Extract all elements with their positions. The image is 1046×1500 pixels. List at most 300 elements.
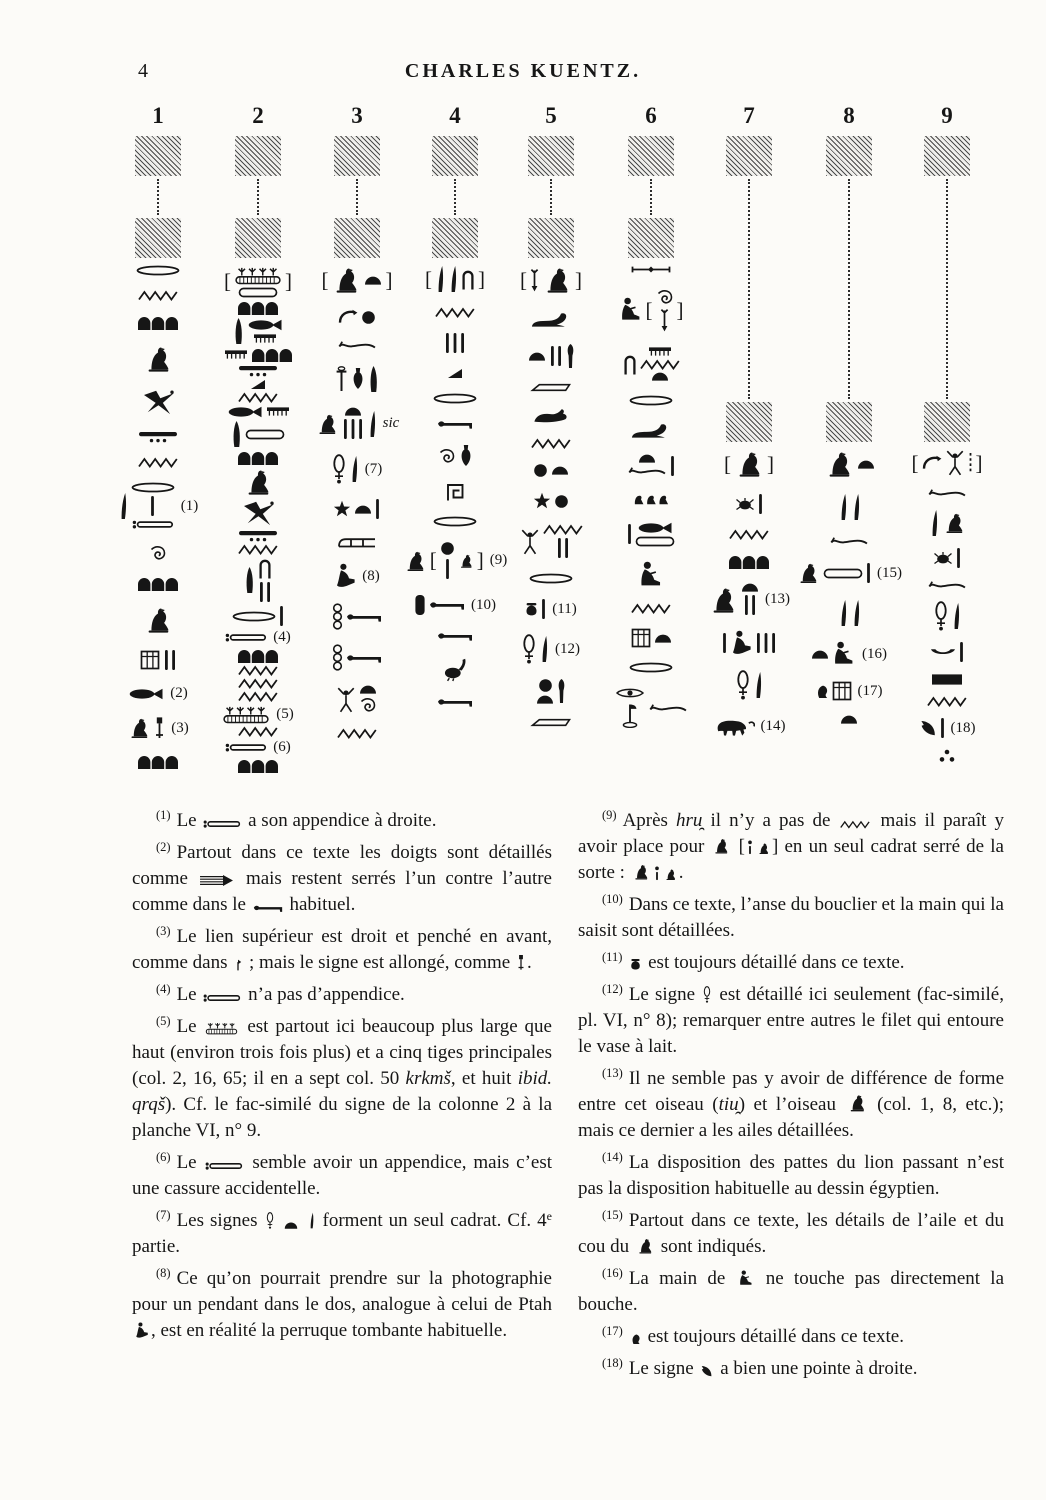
glyph-row	[619, 288, 684, 332]
footnote-number: (12)	[602, 982, 623, 996]
glyph-row	[627, 454, 675, 477]
star-glyph	[333, 500, 351, 518]
footnote-number: (10)	[602, 892, 623, 906]
page-number: 4	[138, 60, 148, 82]
knife-glyph	[851, 599, 861, 627]
falcon-glyph	[824, 449, 854, 479]
glyph-row	[811, 641, 887, 667]
glyph-row	[520, 524, 583, 559]
curve-sign-glyph	[700, 1365, 713, 1377]
glyph-row	[337, 728, 377, 739]
glyph-row	[237, 648, 279, 663]
tether-tall-glyph	[517, 954, 525, 971]
vase-glyph	[736, 670, 750, 700]
half-circle-glyph	[651, 372, 669, 381]
glyph-stack	[258, 557, 272, 603]
hatched-box	[628, 136, 674, 176]
comb-glyph	[266, 406, 290, 417]
glyph-row	[141, 388, 175, 416]
footnote-number: (17)	[602, 1324, 623, 1338]
standard-glyph	[622, 701, 638, 728]
arm-glyph	[429, 599, 465, 611]
glyph-row	[333, 498, 380, 520]
falcon-glyph	[847, 1093, 867, 1113]
column-number: 1	[152, 103, 164, 128]
footnote-marker: (3)	[171, 719, 189, 736]
glyph-row	[840, 715, 858, 724]
footnote-marker: (18)	[950, 719, 976, 736]
plate-column-4	[403, 104, 507, 708]
footnote-number: (4)	[156, 982, 171, 996]
stroke-glyph	[627, 523, 632, 545]
bird-small-glyph	[315, 412, 339, 436]
half-circle-glyph	[359, 685, 377, 694]
glyph-row	[630, 420, 672, 440]
glyph-row	[529, 573, 573, 584]
bolt-glyph	[205, 1161, 243, 1171]
seated-man-glyph	[832, 641, 856, 667]
plate-column-2	[206, 104, 310, 773]
bracket-mark: [	[425, 266, 432, 291]
zigzag-glyph	[840, 820, 870, 829]
hatched-box	[826, 402, 872, 442]
circle-glyph	[554, 494, 569, 509]
footnote-5: $^{(5)}$ Le est partout ici beaucoup plus large que haut (environ trois fois plus) et a cinq tiges principales (col. 2, 16, 65; il en a sept col. 50 krkmš, et huit ibid. qrqš). Cf. le fac-similé du signe de la colonne 2 à la planche VI, n° 9.	[132, 1014, 552, 1141]
glyph-row	[414, 594, 496, 616]
falcon-glyph	[542, 265, 572, 295]
arrow-v-glyph	[660, 308, 669, 332]
glyph-row	[232, 605, 284, 627]
glyph-rows	[315, 265, 400, 739]
man-arms-up-glyph	[945, 449, 965, 477]
plate-column-6	[599, 104, 703, 728]
snake-glyph	[927, 579, 967, 591]
italic-term: hru̯	[676, 810, 703, 831]
italic-term: tiu̯	[718, 1094, 739, 1115]
glyph-row	[631, 603, 671, 614]
half-circle-glyph	[551, 466, 569, 475]
slope-glyph	[447, 368, 463, 379]
arrow-h-glyph	[631, 265, 671, 274]
hatched-box	[432, 136, 478, 176]
staff-glyph	[335, 366, 348, 392]
glyph-row	[224, 347, 293, 362]
bird-tiny-glyph	[757, 842, 770, 855]
glyph-row	[912, 449, 983, 477]
zigzag-glyph	[238, 665, 278, 676]
glyph-row	[929, 509, 966, 537]
dotted-line	[848, 179, 850, 399]
plant-comb-glyph	[234, 265, 282, 285]
glyph-row	[441, 656, 469, 682]
stroke-glyph	[150, 495, 155, 517]
pestle-glyph	[557, 678, 566, 704]
jar-glyph	[459, 444, 473, 468]
footnote-12: $^{(12)}$ Le signe est détaillé ici seulement (fac-similé, pl. VI, n° 8); remarquer entre autres le filet qui entoure le vase à lait.	[578, 982, 1004, 1057]
chicks-glyph	[633, 491, 669, 507]
hatched-box	[628, 218, 674, 258]
glyph-row	[149, 544, 167, 562]
column-number: 8	[843, 103, 855, 128]
glyph-row	[536, 678, 566, 704]
footnote-number: (7)	[156, 1208, 171, 1222]
snake-glyph	[627, 465, 667, 477]
bird-small-glyph	[127, 716, 151, 740]
half-circle-glyph	[741, 583, 759, 592]
bracket-mark: [	[520, 267, 527, 292]
footnote-16: $^{(16)}$ La main de ne touche pas directement la bouche.	[578, 1266, 1004, 1315]
footnote-marker: (12)	[555, 640, 580, 657]
glyph-stack	[635, 521, 675, 547]
bird-small-glyph	[712, 837, 730, 855]
hatched-box	[528, 136, 574, 176]
pot-glyph	[525, 602, 538, 617]
hatched-box	[924, 402, 970, 442]
beetle-glyph	[735, 497, 755, 511]
glyph-row	[931, 673, 963, 686]
glyph-rows	[520, 265, 583, 727]
strokes-3-glyph	[755, 632, 777, 654]
glyph-stack	[640, 346, 680, 381]
grid-glyph	[140, 650, 160, 670]
glyph-rows	[403, 265, 508, 708]
bowl-glyph	[930, 648, 956, 657]
glyph-row	[724, 449, 774, 479]
glyph-row	[231, 420, 285, 448]
dash-v-glyph	[968, 452, 973, 474]
glyph-row	[334, 563, 380, 589]
footnote-marker: (10)	[471, 596, 496, 613]
oval-glyph	[433, 516, 477, 527]
footnote-number: (9)	[602, 808, 617, 822]
strokes-2-glyph	[743, 594, 757, 616]
strokes-2-glyph	[549, 345, 563, 367]
hills-glyph	[237, 758, 279, 773]
footnote-marker: (17)	[857, 682, 883, 699]
flax-glyph	[332, 603, 343, 630]
reed-glyph	[233, 317, 244, 345]
glyph-row	[332, 603, 382, 630]
hills-glyph	[251, 347, 293, 362]
fish-glyph	[247, 318, 283, 331]
hills-glyph	[137, 754, 179, 769]
glyph-row	[224, 265, 292, 298]
flat-glyph	[530, 383, 572, 392]
footnote-6: $^{(6)}$ Le semble avoir un appendice, mais c’est une cassure accidentelle.	[132, 1150, 552, 1199]
footnote-number: (16)	[602, 1266, 623, 1280]
glyph-stack	[615, 687, 645, 728]
glyph-row	[437, 696, 473, 708]
rect-solid-glyph	[931, 673, 963, 686]
footnote-7: $^{(7)}$ Les signes forment un seul cadrat. Cf. 4e partie.	[132, 1208, 552, 1257]
stroke-glyph	[758, 493, 763, 515]
vase-glyph	[266, 1212, 274, 1229]
glyph-row	[137, 315, 179, 330]
glyph-row	[437, 418, 473, 430]
dotted-line	[356, 179, 358, 215]
glyph-rows	[912, 449, 983, 762]
footnote-marker: (15)	[877, 564, 902, 581]
circle-glyph	[533, 463, 548, 478]
stroke-glyph	[959, 641, 964, 663]
goose-glyph	[141, 388, 175, 416]
glyph-row	[225, 739, 291, 756]
footnote-marker: (7)	[364, 460, 383, 477]
strokes-2-glyph	[258, 581, 272, 603]
tether-tall-glyph	[154, 716, 165, 740]
glyph-row	[631, 628, 672, 648]
glyph-row	[238, 665, 278, 676]
glyph-row	[927, 487, 967, 499]
bird-small-glyph	[636, 1237, 654, 1255]
glyph-row	[933, 547, 961, 569]
glyph-row	[735, 493, 763, 515]
stroke-glyph	[940, 717, 945, 739]
lion-glyph	[630, 420, 672, 440]
falcon-glyph	[331, 265, 361, 295]
glyph-rows	[796, 449, 902, 724]
kneeling-man-glyph	[334, 563, 356, 589]
oval-glyph	[433, 393, 477, 404]
falcon-glyph	[143, 344, 173, 374]
footnote-8: $^{(8)}$ Ce qu’on pourrait prendre sur la photographie pour un pendant dans le dos, analogue à celui de Ptah , est en réalité la perruque tombante habituelle.	[132, 1266, 552, 1341]
zigzag-glyph	[927, 696, 967, 707]
flat-glyph	[530, 718, 572, 727]
knife-glyph	[349, 455, 359, 483]
plate-column-5	[499, 104, 603, 727]
glyph-row	[128, 685, 188, 702]
glyph-row	[438, 444, 473, 468]
glyph-row	[528, 343, 575, 369]
glyph-row	[335, 365, 379, 393]
glyph-row	[433, 393, 477, 404]
footnote-17: $^{(17)}$ est toujours détaillé dans ce texte.	[602, 1324, 904, 1347]
hatched-box	[334, 136, 380, 176]
dot-stroke-glyph	[654, 866, 660, 881]
glyph-row	[522, 634, 580, 664]
tether-glyph	[234, 959, 242, 971]
glyph-row	[233, 317, 283, 345]
glyph-rows	[615, 265, 688, 728]
footnote-number: (2)	[156, 840, 171, 854]
glyph-row	[143, 344, 173, 374]
stroke-glyph	[375, 498, 380, 520]
glyph-row	[244, 557, 272, 603]
head-glyph	[816, 684, 829, 699]
pot-glyph	[630, 958, 641, 971]
glyph-row	[722, 630, 777, 656]
oval-glyph	[136, 265, 180, 276]
arm-glyph	[437, 696, 473, 708]
footnote-marker: (14)	[760, 717, 786, 734]
seated-man-glyph	[738, 1270, 754, 1287]
hatched-box	[432, 218, 478, 258]
glyph-row	[237, 450, 279, 465]
column-number: 2	[252, 103, 264, 128]
spiral-glyph	[438, 447, 456, 465]
glyph-row	[838, 599, 861, 627]
comb-glyph	[648, 346, 672, 357]
circle-glyph	[440, 541, 455, 556]
vase-glyph	[522, 634, 536, 664]
spiral-glyph	[656, 288, 674, 306]
glyph-row	[433, 516, 477, 527]
spiral-glyph	[359, 696, 377, 714]
plate-column-1	[106, 104, 210, 769]
bracket-mark: ]	[478, 266, 485, 291]
vase-glyph	[703, 986, 711, 1003]
footnote-1: $^{(1)}$ Le a son appendice à droite.	[156, 808, 437, 831]
knife-glyph	[539, 635, 549, 663]
bracket-mark: ]	[285, 269, 292, 293]
running-title: CHARLES KUENTZ.	[404, 60, 642, 82]
vase-glyph	[332, 454, 346, 484]
circle-glyph	[361, 310, 376, 325]
spiral-glyph	[149, 544, 167, 562]
hatched-box	[235, 218, 281, 258]
snake-glyph	[648, 702, 688, 714]
footnote-2: $^{(2)}$ Partout dans ce texte les doigts sont détaillés comme mais restent serrés l’un contre l’autre comme dans le habituel.	[132, 840, 552, 915]
glyph-row	[238, 691, 278, 702]
glyph-row	[934, 601, 961, 631]
sickle-glyph	[338, 309, 358, 325]
knife-glyph	[838, 493, 848, 521]
stroke-glyph	[279, 605, 284, 627]
stroke-glyph	[541, 598, 546, 620]
bird-small-glyph	[632, 863, 650, 881]
glyph-row	[530, 718, 572, 727]
knife-glyph	[435, 265, 445, 293]
arm-glyph	[346, 611, 382, 623]
hatched-box	[235, 136, 281, 176]
footnote-marker: (2)	[170, 685, 188, 701]
square-spiral-glyph	[445, 482, 465, 502]
glyph-row	[615, 687, 688, 728]
cartouche-glyph	[635, 536, 675, 547]
glyph-row	[321, 265, 392, 295]
falcon-glyph	[143, 605, 173, 635]
glyph-row	[796, 561, 902, 585]
fish-glyph	[637, 521, 673, 534]
lion-walking-glyph	[713, 714, 755, 738]
line-dots-glyph	[238, 529, 278, 542]
knife-glyph	[851, 493, 861, 521]
stroke-glyph	[722, 632, 727, 654]
hills-glyph	[137, 315, 179, 330]
glyph-stack	[536, 678, 554, 704]
knife-glyph	[753, 671, 763, 699]
glyph-row	[919, 717, 976, 739]
glyph-row	[530, 309, 572, 329]
dot-stroke-glyph	[747, 840, 753, 855]
glyph-row	[838, 493, 861, 521]
stroke-glyph	[866, 562, 871, 584]
fish-glyph	[128, 687, 164, 700]
cartouche-glyph	[823, 568, 863, 579]
cartouche-glyph	[245, 429, 285, 440]
knife-glyph	[838, 599, 848, 627]
glyph-row	[238, 678, 278, 689]
column-number: 3	[351, 103, 363, 128]
hills-glyph	[237, 648, 279, 663]
glyph-row	[250, 379, 266, 390]
bird-tiny-glyph	[458, 553, 474, 569]
footnote-marker: (8)	[362, 567, 380, 584]
hills-glyph	[237, 450, 279, 465]
zigzag-glyph	[138, 290, 178, 301]
zigzag-glyph	[337, 728, 377, 739]
footnote-marker: (1)	[180, 497, 199, 514]
glyph-stack	[627, 454, 667, 477]
footnote-number: (6)	[156, 1150, 171, 1164]
comb-glyph	[253, 333, 277, 344]
footnote-number: (11)	[602, 950, 623, 964]
glyph-row	[143, 605, 173, 635]
zigzag-glyph	[631, 603, 671, 614]
hatched-box	[528, 218, 574, 258]
hatched-box	[135, 218, 181, 258]
dotted-line	[454, 179, 456, 215]
dotted-line	[550, 179, 552, 215]
glyph-row	[520, 265, 582, 295]
glyph-row	[140, 649, 177, 671]
strokes-3-glyph	[444, 332, 466, 354]
glyph-row	[927, 696, 967, 707]
falcon-glyph	[734, 449, 764, 479]
man-arms-up-glyph	[520, 528, 540, 556]
glyph-row	[332, 454, 383, 484]
glyph-row	[238, 364, 278, 377]
glyph-row	[237, 758, 279, 773]
bird-small-glyph	[796, 561, 820, 585]
column-number: 5	[545, 103, 557, 128]
sledge-glyph	[337, 534, 377, 549]
dotted-line	[946, 179, 948, 399]
glyph-row	[403, 541, 508, 580]
bracket-mark: ]	[385, 267, 393, 292]
snake-glyph	[829, 535, 869, 547]
glyph-row	[238, 544, 278, 555]
arm-glyph	[346, 652, 382, 664]
glyph-row	[629, 662, 673, 673]
half-circle-glyph	[528, 352, 546, 361]
glyph-row	[824, 449, 875, 479]
glyph-row	[728, 554, 770, 569]
plate-column-8	[797, 104, 901, 724]
glyph-row	[138, 290, 178, 301]
glyph-stack	[359, 685, 377, 714]
superscript: e	[546, 1209, 552, 1223]
bracket-mark: [	[645, 297, 653, 322]
glyph-stack	[543, 524, 583, 559]
bird-small-glyph	[942, 511, 966, 535]
comb-glyph	[224, 349, 248, 360]
strokes-2-glyph	[163, 649, 177, 671]
bracket-mark: ]	[575, 267, 582, 292]
glyph-rows	[222, 265, 294, 773]
flax-glyph	[332, 644, 343, 671]
glyph-row	[337, 339, 377, 351]
dotted-line	[748, 179, 750, 399]
stroke-glyph	[445, 558, 450, 580]
glyph-row	[227, 405, 290, 418]
column-number: 7	[743, 103, 755, 128]
hand-glyph	[199, 874, 234, 887]
footnote-14: $^{(14)}$ La disposition des pattes du lion passant n’est pas la disposition habituelle au dessin égyptien.	[578, 1150, 1004, 1199]
dotted-line	[157, 179, 159, 215]
bracket-mark: ]	[767, 451, 774, 476]
half-circle-glyph	[364, 276, 382, 285]
